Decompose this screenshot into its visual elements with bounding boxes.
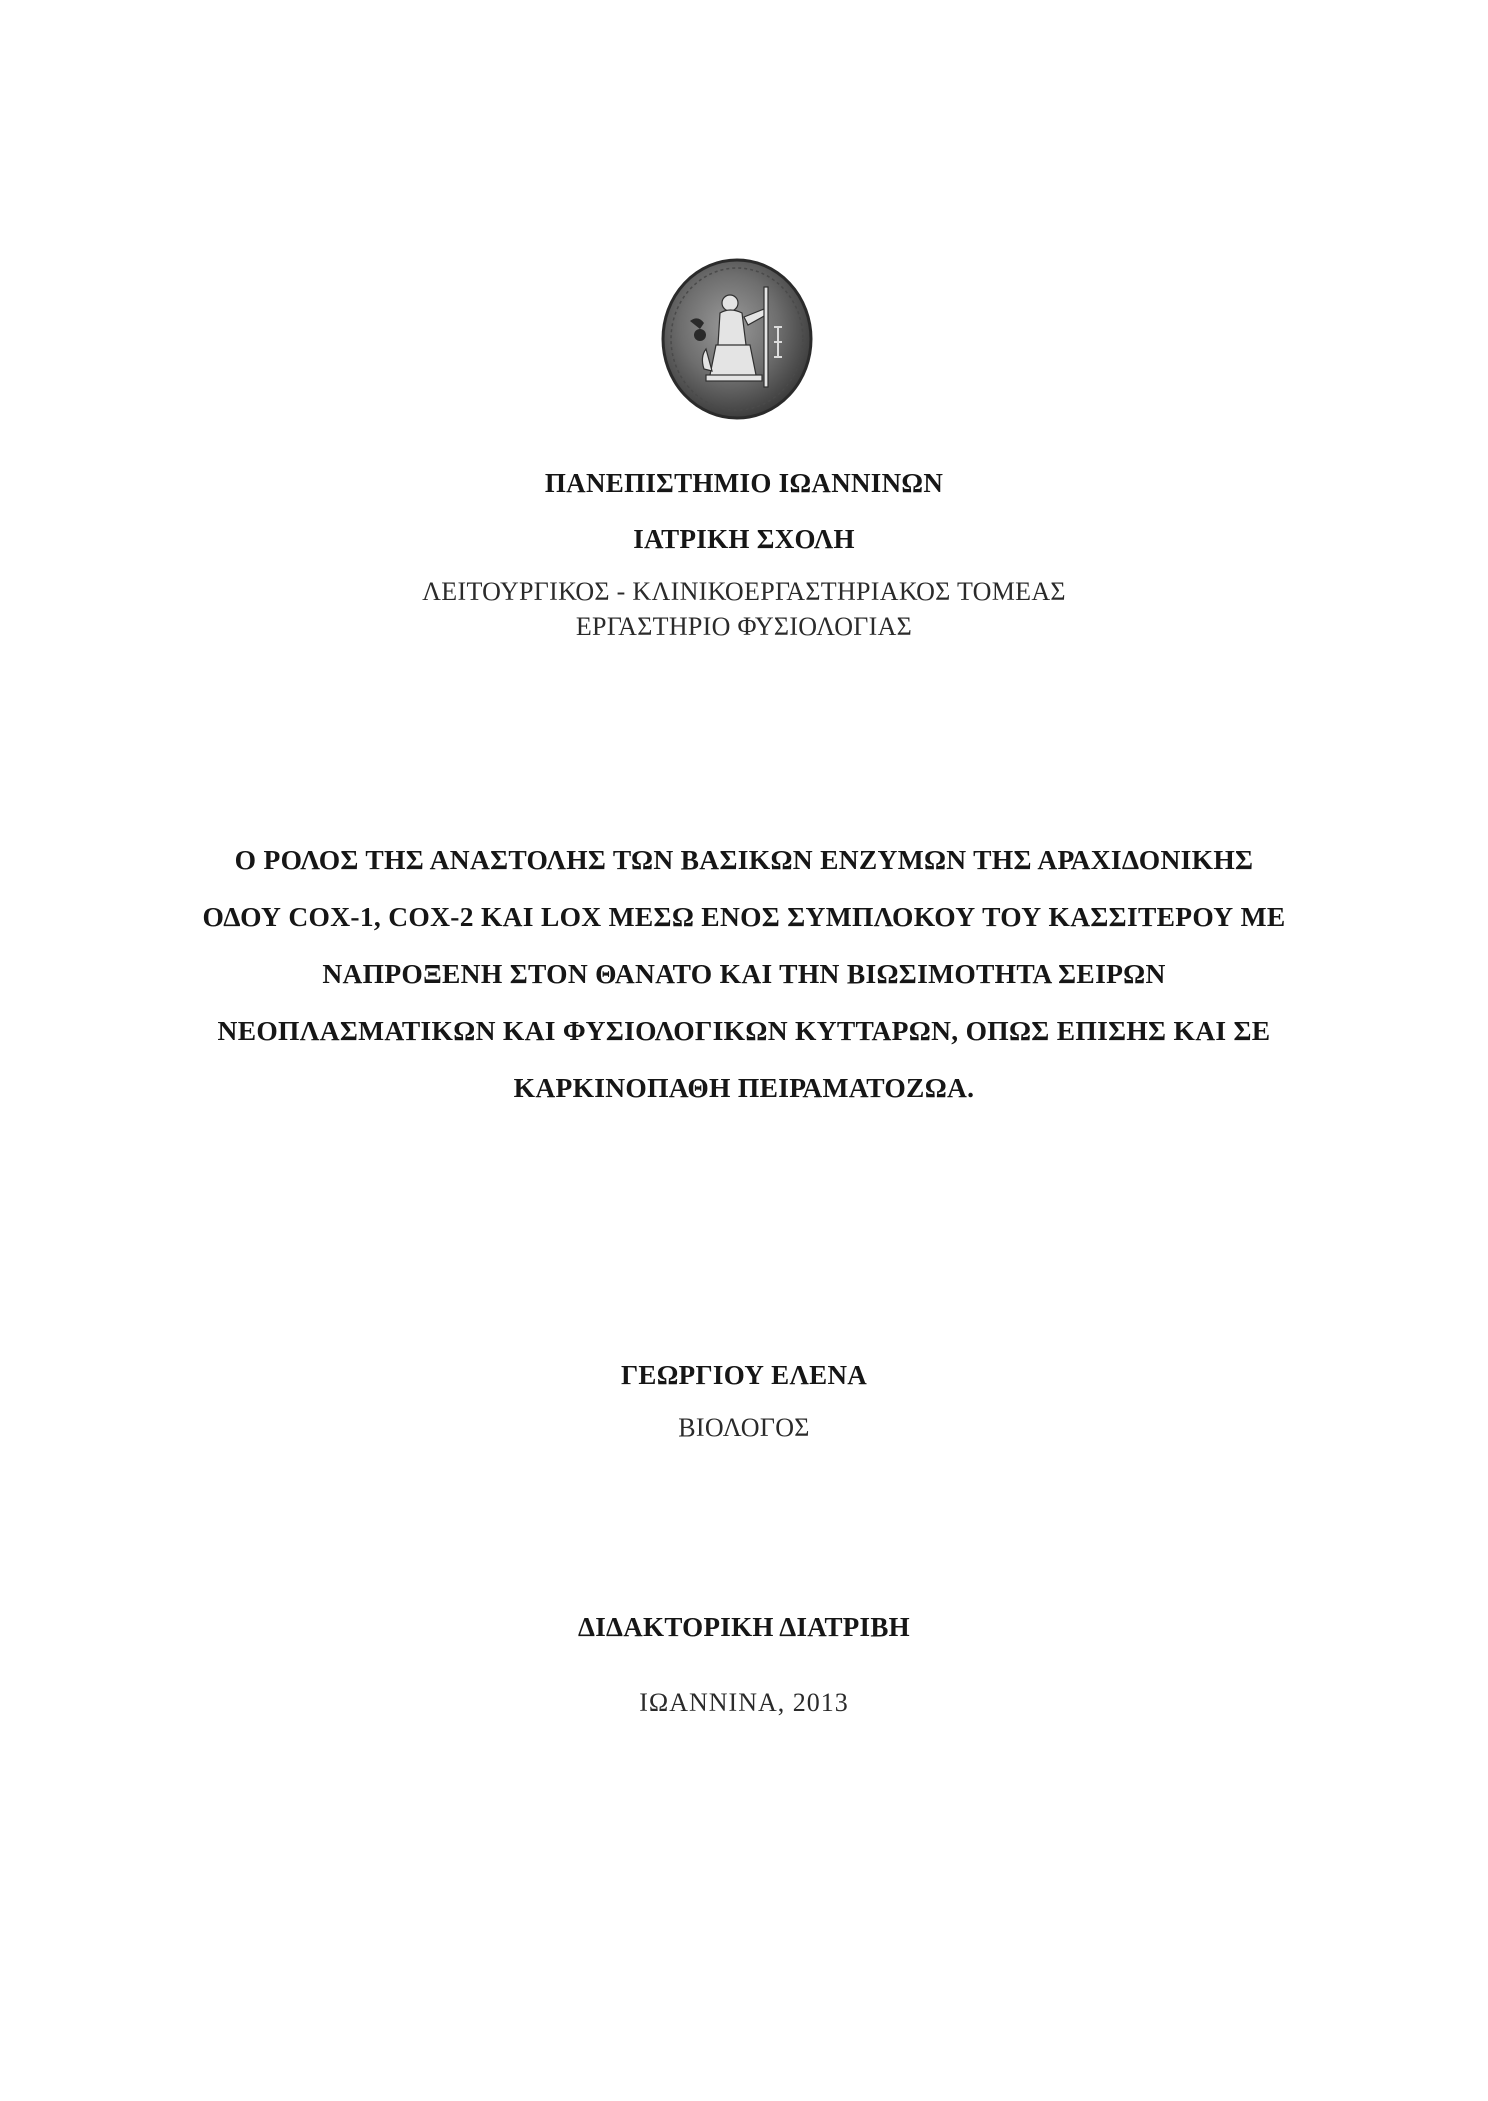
university-coin-seal-icon — [660, 257, 814, 421]
document-type: ΔΙΔΑΚΤΟΡΙΚΗ ΔΙΑΤΡΙΒΗ — [578, 1612, 910, 1642]
laboratory-name: ΕΡΓΑΣΤΗΡΙΟ ΦΥΣΙΟΛΟΓΙΑΣ — [575, 612, 913, 641]
thesis-title-line: ΚΑΡΚΙΝΟΠΑΘΗ ΠΕΙΡΑΜΑΤΟΖΩΑ. — [513, 1072, 975, 1103]
place-year: ΙΩΑΝΝΙΝΑ, 2013 — [639, 1688, 849, 1717]
author-profession: ΒΙΟΛΟΓΟΣ — [678, 1413, 810, 1442]
thesis-title-line: ΝΑΠΡΟΞΕΝΗ ΣΤΟΝ ΘΑΝΑΤΟ ΚΑΙ ΤΗΝ ΒΙΩΣΙΜΟΤΗΤΑ ΣΕΙΡΩΝ — [322, 958, 1166, 989]
thesis-title-line: ΟΔΟΥ COX-1, COX-2 ΚΑΙ LOX ΜΕΣΩ ΕΝΟΣ ΣΥΜΠΛΟΚΟΥ ΤΟΥ ΚΑΣΣΙΤΕΡΟΥ ΜΕ — [202, 901, 1286, 932]
sector-name: ΛΕΙΤΟΥΡΓΙΚΟΣ - ΚΛΙΝΙΚΟΕΡΓΑΣΤΗΡΙΑΚΟΣ ΤΟΜΕΑΣ — [422, 577, 1066, 606]
university-name: ΠΑΝΕΠΙΣΤΗΜΙΟ ΙΩΑΝΝΙΝΩΝ — [544, 468, 944, 498]
thesis-title-line: ΝΕΟΠΛΑΣΜΑΤΙΚΩΝ ΚΑΙ ΦΥΣΙΟΛΟΓΙΚΩΝ ΚΥΤΤΑΡΩΝ, ΟΠΩΣ ΕΠΙΣΗΣ ΚΑΙ ΣΕ — [217, 1015, 1271, 1046]
school-name: ΙΑΤΡΙΚΗ ΣΧΟΛΗ — [633, 524, 855, 554]
thesis-title-line: Ο ΡΟΛΟΣ ΤΗΣ ΑΝΑΣΤΟΛΗΣ ΤΩΝ ΒΑΣΙΚΩΝ ΕΝΖΥΜΩΝ ΤΗΣ ΑΡΑΧΙΔΟΝΙΚΗΣ — [234, 844, 1254, 875]
author-name: ΓΕΩΡΓΙΟΥ ΕΛΕΝΑ — [620, 1360, 868, 1390]
